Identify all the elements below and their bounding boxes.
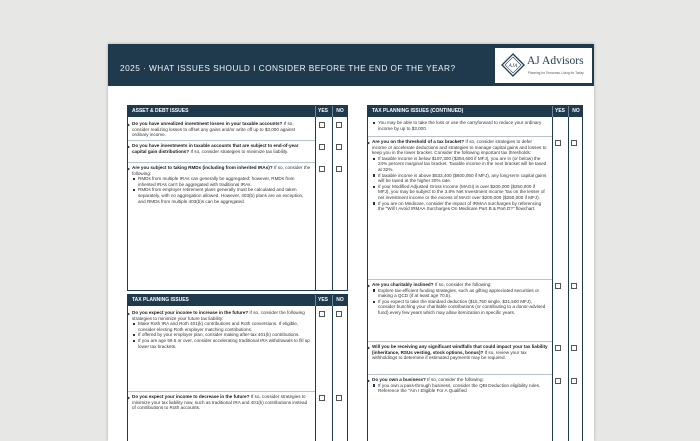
company-logo [495,48,592,83]
row-divider [368,374,552,375]
question-text: Do you own a business? [372,377,426,382]
bullet-item: You may be able to take the loss or use the carryforward to reduce your ordinary income by up to $3,000. [378,120,548,131]
yes-column-header: YES [315,295,330,306]
checklist-item [368,377,582,437]
row-divider [128,140,315,141]
question-text: Are you on the threshold of a tax bracket? [372,139,465,144]
yes-column-header: YES [552,106,567,117]
panel-title: TAX PLANNING ISSUES [132,297,189,303]
question-detail: If so, consider the following: [425,377,484,382]
checklist-item [368,120,582,136]
page-title: 2025 · WHAT ISSUES SHOULD I CONSIDER BEFORE THE END OF THE YEAR? [120,63,456,73]
chevron-right-icon [367,141,370,145]
bullet-item: RMDs from multiple IRAs can generally be aggregated; however, RMDs from inherited IRAs can't be aggregated with traditional IRAs. [138,176,312,187]
document-page [108,44,594,441]
yes-checkbox[interactable] [555,140,561,146]
chevron-right-icon [127,312,130,316]
yes-checkbox[interactable] [319,395,325,401]
no-column-header: NO [568,106,583,117]
panel-header [128,106,347,117]
question-text: Do you expect your income to decrease in the future? [132,394,250,399]
yes-checkbox[interactable] [319,166,325,172]
no-checkbox[interactable] [571,378,577,384]
question-detail: If so, consider strategies to minimize your tax liability now, such as traditional IRA and 401(k) contributions instead of contributions to Roth accounts. [132,394,308,411]
checklist-item [128,165,347,285]
no-checkbox[interactable] [336,144,342,150]
checklist-item [368,282,582,340]
no-checkbox[interactable] [571,140,577,146]
bullet-item: If you expect to take the standard deduction ($15,750 single, $31,500 MFJ), consider bunching your charitable contributions (or contributing to a donor-advised fund) every few years which may allow itemization in specific years. [378,299,548,316]
no-checkbox[interactable] [336,122,342,128]
logo-initials: AJA [508,63,518,70]
no-column-header: NO [332,295,347,306]
logo-name: AJ Advisors [527,55,584,67]
no-checkbox[interactable] [336,166,342,172]
chevron-right-icon [127,396,130,400]
bullet-item: RMDs from employer retirement plans generally must be calculated and taken separately, with no aggregation allowed. However, 403(b) plans are an exception, and RMDs from multiple 403(b)s can be aggregated. [138,187,312,204]
no-checkbox[interactable] [571,345,577,351]
chevron-right-icon [367,346,370,350]
yes-checkbox[interactable] [319,311,325,317]
row-divider [128,391,315,392]
checklist-item [368,344,582,374]
checklist-item [368,139,582,279]
row-divider [128,162,315,163]
bullet-item: If you are on Medicare, consider the impact of IRMAA surcharges by referencing the "Will I Avoid IRMAA Surcharges On Medicare Part B & Part D?" flowchart. [378,201,548,212]
question-detail: If so, consider strategies to defer income or accelerate deductions and strategies to manage capital gains and losses to keep you in the lower bracket. Consider the following important tax thresholds: [372,139,547,156]
tax-planning-continued-panel [367,105,583,441]
question-detail: If so, consider the following: [433,282,492,287]
logo-emblem-icon [501,53,525,77]
question-text: Will you be receiving any significant windfalls that could impact your tax liability (inheritance, RSUs vesting, stock options, bonus)? [372,344,548,355]
bullet-item: If you are age 59.5 or over, consider accelerating traditional IRA withdrawals to fill up lower tax brackets. [138,338,312,349]
question-text: Do you have investments in taxable accounts that are subject to end-of-year capital gain distributions? [132,143,299,154]
chevron-right-icon [127,167,130,171]
yes-checkbox[interactable] [555,378,561,384]
no-checkbox[interactable] [571,283,577,289]
question-detail: If so, consider the following strategies to minimize your future tax liability: [132,310,305,321]
asset-debt-panel [127,105,348,291]
document-header [108,44,594,86]
question-detail: If so, consider the following: [132,165,311,176]
question-text: Do you expect your income to increase in the future? [132,310,249,315]
bullet-item: If your Modified Adjusted Gross Income (MAGI) is over $200,000 ($250,000 if MFJ), you may be subject to the 3.8% Net Investment Income Tax on the lesser of net investment income or the excess of MAGI over $200,000 ($250,000 if MFJ). [378,184,548,201]
panel-header [368,106,582,117]
chevron-right-icon [367,284,370,288]
question-text: Are you charitably inclined? [372,282,434,287]
bullet-item: If taxable income is above $533,400 ($600,050 if MFJ), any long-term capital gains will be taxed at the higher 20% rate. [378,172,547,184]
no-checkbox[interactable] [336,395,342,401]
row-divider [368,279,552,280]
question-detail: If so, consider realizing losses to offset any gains and/or write off up to $3,000 against ordinary income. [132,121,296,138]
yes-checkbox[interactable] [555,345,561,351]
checklist-item [128,394,347,434]
question-detail: If so, consider strategies to minimize tax liability. [189,148,289,154]
panel-header [128,295,347,306]
tax-planning-panel [127,294,348,441]
chevron-right-icon [127,145,130,149]
no-column-header: NO [332,106,347,117]
bullet-item: Make Roth IRA and Roth 401(k) contributions and Roth conversions. If eligible, consider electing Roth employer matching contributions. [138,321,312,332]
bullet-item: If you own a pass-through business, consider the QBI Deduction eligibility rules. Reference the "Am I Eligible For A Qualified [378,383,548,394]
checklist-item [128,310,347,394]
logo-tagline: Planning for Tomorrow, Living for Today [528,71,584,75]
bullet-item: Explore tax-efficient funding strategies, such as gifting appreciated securities or making a QCD (if at least age 70.5). [378,288,548,299]
bullet-item: If offered by your employer plan, consider making after-tax 401(k) contributions. [138,332,312,338]
question-detail: If so, review your tax withholdings to determine if estimated payments may be required. [372,349,527,361]
no-checkbox[interactable] [336,311,342,317]
panel-title: TAX PLANNING ISSUES (CONTINUED) [372,108,464,114]
chevron-right-icon [127,123,130,127]
bullet-item: If taxable income is below $197,300 ($394,600 if MFJ), you are in (or below) the 24% percent marginal tax bracket. Taxable income in the next bracket will be taxed at 32%. [378,155,547,172]
row-divider [368,341,552,342]
yes-column-header: YES [315,106,330,117]
yes-checkbox[interactable] [555,283,561,289]
yes-checkbox[interactable] [319,144,325,150]
chevron-right-icon [367,379,370,383]
question-text: Do you have unrealized investment losses in your taxable accounts? [132,121,283,126]
row-divider [368,136,552,137]
yes-checkbox[interactable] [319,122,325,128]
panel-title: ASSET & DEBT ISSUES [132,108,189,114]
checklist-item [128,143,347,161]
question-text: Are you subject to taking RMDs (including from inherited IRAs)? [132,165,273,170]
